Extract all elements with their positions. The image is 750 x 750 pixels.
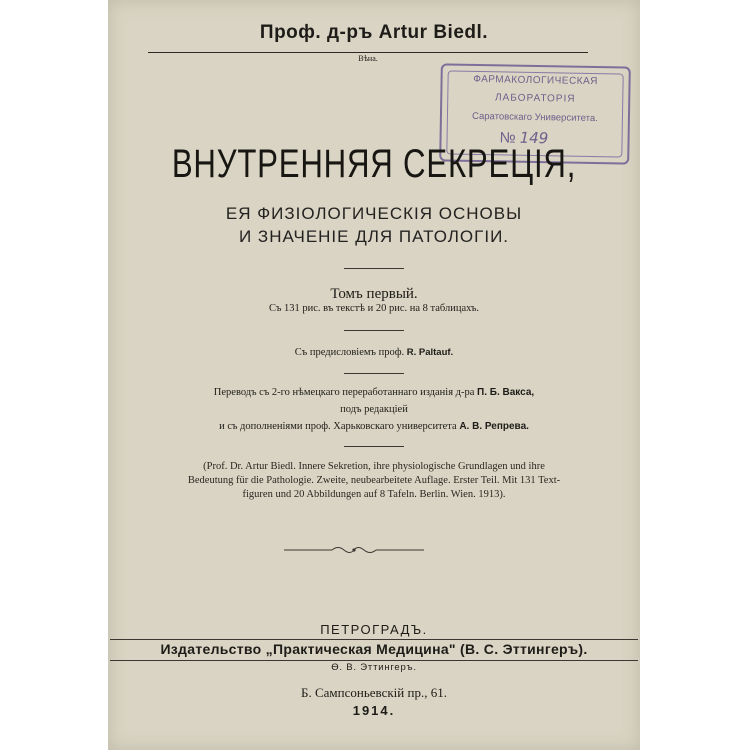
preface-author: R. Paltauf. xyxy=(406,347,454,358)
book-title: ВНУТРЕННЯЯ СЕКРЕЦІЯ, xyxy=(171,142,577,186)
stamp-line-2: ЛАБОРАТОРІЯ xyxy=(494,92,576,105)
publisher-name: Издательство „Практическая Медицина" (В. С. Эттингеръ). xyxy=(160,641,588,657)
volume-divider xyxy=(344,330,404,331)
preface-prefix: Съ предисловіемъ проф. xyxy=(294,347,405,358)
book-subtitle-line-1: ЕЯ ФИЗІОЛОГИЧЕСКІЯ ОСНОВЫ xyxy=(225,204,523,223)
translation-line-2: подъ редакціей xyxy=(340,404,408,415)
translation-divider xyxy=(344,446,404,447)
original-edition-line-1: (Prof. Dr. Artur Biedl. Innere Sekretion, ihre physiologische Grundlagen und ihre xyxy=(203,461,545,472)
title-divider xyxy=(344,268,404,269)
printer-name: Ѳ. В. Эттингеръ. xyxy=(331,662,417,673)
ornament-divider xyxy=(284,544,424,556)
stamp-line-1: ФАРМАКОЛОГИЧЕСКАЯ xyxy=(473,73,599,88)
author-name: Проф. д-ръ Artur Biedl. xyxy=(259,22,489,43)
editor-name: А. В. Репрева. xyxy=(459,421,529,432)
stamp-number-label: № xyxy=(499,129,516,147)
volume-label: Томъ первый. xyxy=(330,286,418,302)
translation-prefix: Переводъ съ 2-го нѣмецкаго переработаннаго изданія д-ра xyxy=(213,387,475,398)
publisher-top-rule xyxy=(110,639,638,640)
translation-line-3 xyxy=(108,421,640,432)
preface-divider xyxy=(344,373,404,374)
author-city: Вѣна. xyxy=(358,54,378,63)
publisher-bottom-rule xyxy=(110,660,638,661)
publisher-address: Б. Сампсоньевскій пр., 61. xyxy=(301,685,447,700)
author-divider xyxy=(148,52,588,53)
translator-name: П. Б. Вакса, xyxy=(477,387,535,398)
translation-line-1 xyxy=(108,387,640,398)
original-edition-line-2: Bedeutung für die Pathologie. Zweite, neubearbeitete Auflage. Erster Teil. Mit 131 Text- xyxy=(187,475,561,486)
title-page xyxy=(108,0,640,750)
translation-editor-prefix: и съ дополненіями проф. Харьковскаго университета xyxy=(219,421,457,432)
book-subtitle-line-2: И ЗНАЧЕНІЕ ДЛЯ ПАТОЛОГІИ. xyxy=(238,227,510,246)
preface-line xyxy=(108,347,640,358)
original-edition-line-3: figuren und 20 Abbildungen auf 8 Tafeln. Berlin. Wien. 1913). xyxy=(242,489,506,500)
illustrations-note: Съ 131 рис. въ текстѣ и 20 рис. на 8 таблицахъ. xyxy=(268,303,480,314)
stamp-number-value: 149 xyxy=(519,128,549,148)
publication-city: ПЕТРОГРАДЪ. xyxy=(320,622,428,637)
stamp-line-3: Саратовскаго Университета. xyxy=(471,110,598,125)
publication-year: 1914. xyxy=(352,703,396,718)
